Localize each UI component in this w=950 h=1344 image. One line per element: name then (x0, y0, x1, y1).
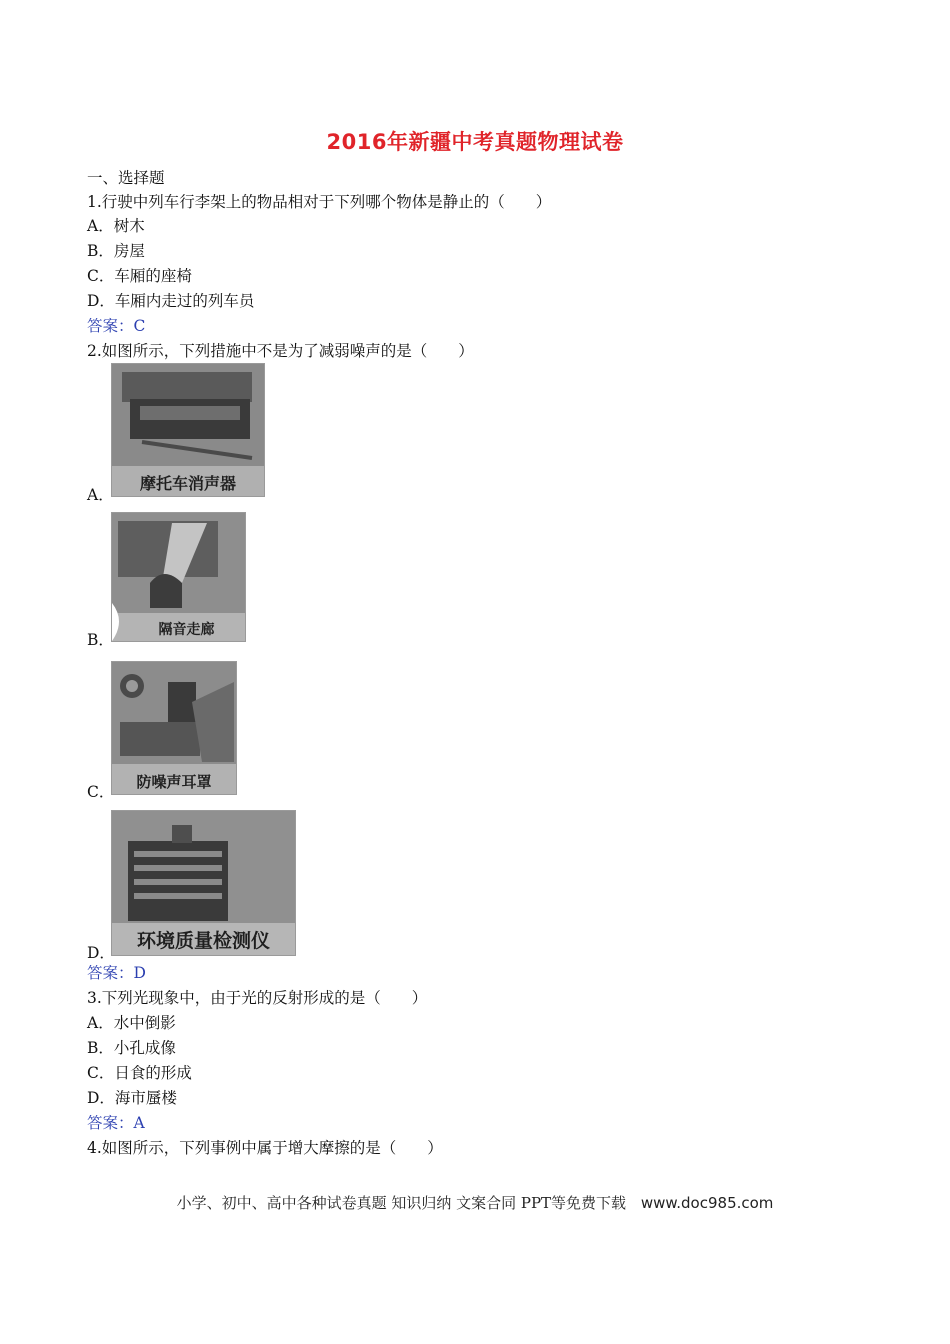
question-1-answer: 答案：C (87, 317, 146, 335)
footer-site-link[interactable]: www.doc985.com (640, 1194, 774, 1212)
question-1-option-a: A．树木 (87, 217, 145, 235)
page-title: 2016年新疆中考真题物理试卷 (326, 130, 624, 154)
question-2-label-b: B． (87, 631, 114, 649)
sound-barrier-photo (111, 512, 246, 642)
footer-text: 小学、初中、高中各种试卷真题 知识归纳 文案合同 PPT等免费下载 (176, 1194, 627, 1212)
question-3-answer: 答案：A (87, 1114, 145, 1132)
question-1-stem: 1.行驶中列车行李架上的物品相对于下列哪个物体是静止的（ ） (87, 193, 552, 211)
monitor-caption: 环境质量检测仪 (136, 930, 270, 952)
muffler-caption: 摩托车消声器 (139, 474, 236, 493)
question-3-option-a: A．水中倒影 (87, 1014, 176, 1032)
question-4-stem: 4.如图所示，下列事例中属于增大摩擦的是（ ） (87, 1139, 443, 1157)
question-2-label-c: C． (87, 783, 115, 801)
question-3-option-c: C．日食的形成 (87, 1064, 192, 1082)
sound-barrier-caption: 隔音走廊 (158, 622, 215, 638)
question-1-option-c: C．车厢的座椅 (87, 267, 192, 285)
question-2-stem: 2.如图所示，下列措施中不是为了减弱噪声的是（ ） (87, 342, 474, 360)
section-heading: 一、选择题 (87, 169, 165, 187)
question-1-option-b: B．房屋 (87, 242, 145, 260)
earmuffs-caption: 防噪声耳罩 (136, 773, 212, 791)
question-2-answer: 答案：D (87, 964, 146, 982)
question-1-option-d: D．车厢内走过的列车员 (87, 292, 255, 310)
muffler-photo (111, 363, 265, 497)
question-3-option-d: D．海市蜃楼 (87, 1089, 177, 1107)
page-footer (0, 1192, 950, 1213)
question-2-label-d: D． (87, 944, 115, 962)
question-2-label-a: A． (87, 486, 114, 504)
earmuffs-photo (111, 661, 237, 795)
question-3-stem: 3.下列光现象中，由于光的反射形成的是（ ） (87, 989, 428, 1007)
monitor-photo (111, 810, 296, 956)
question-3-option-b: B．小孔成像 (87, 1039, 176, 1057)
